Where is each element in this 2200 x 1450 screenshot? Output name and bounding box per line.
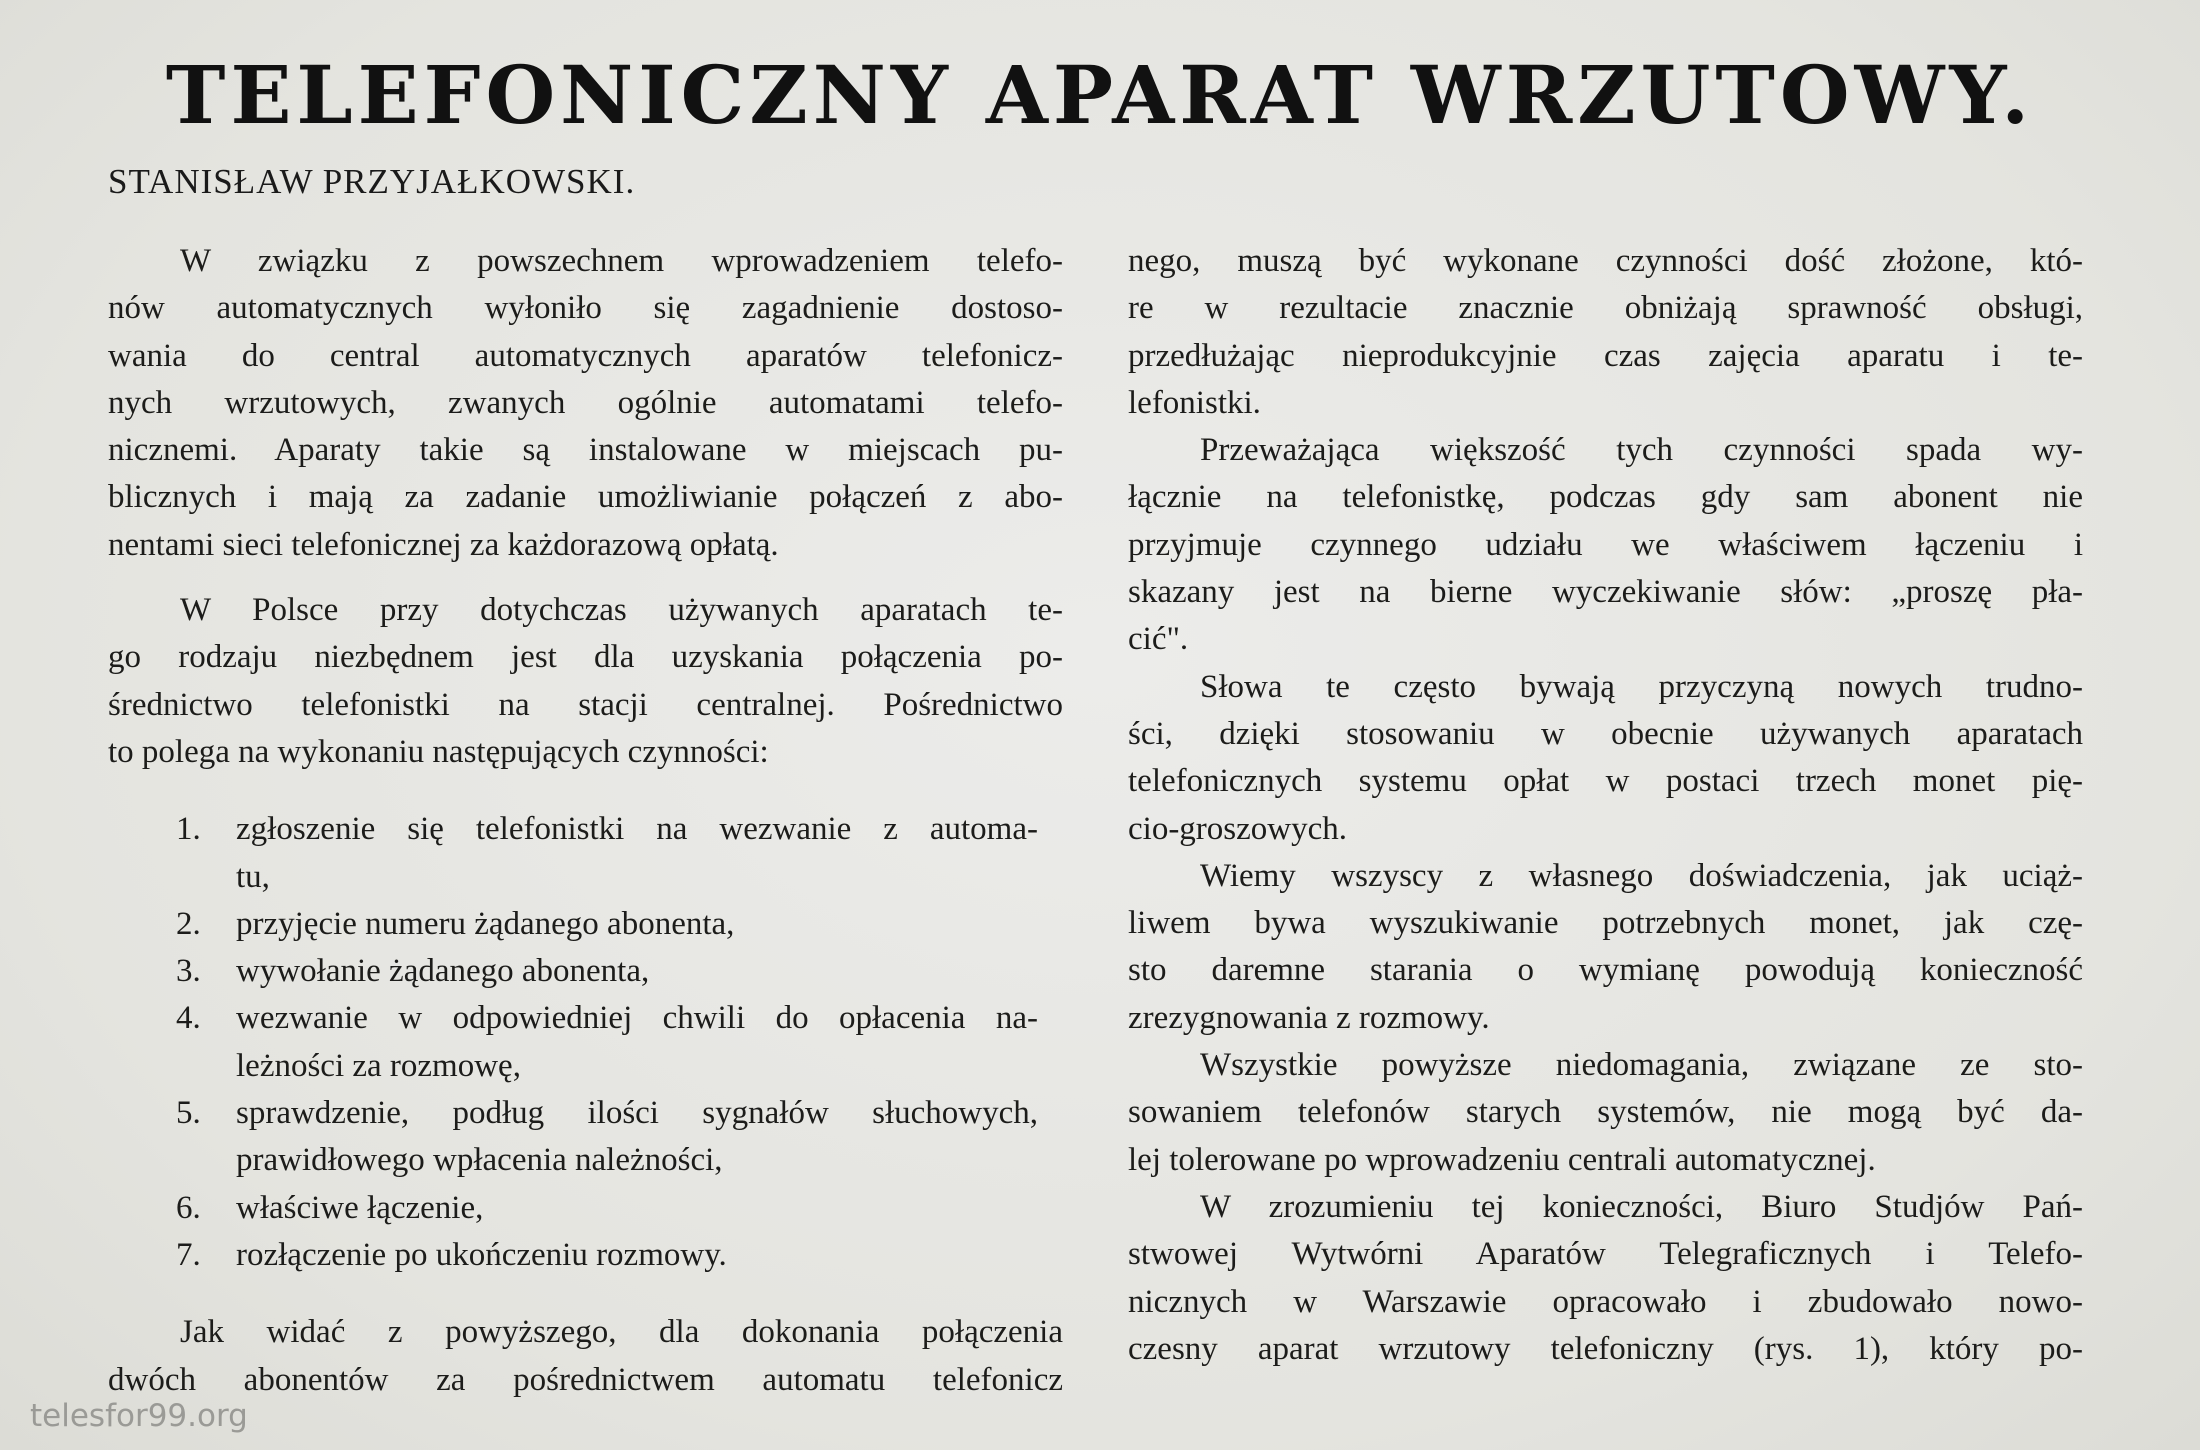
text-line: blicznych i mają za zadanie umożliwianie połączeń z abo- — [108, 479, 1063, 516]
list-text: leżności za rozmowę, — [236, 1047, 521, 1084]
text-line: czesny aparat wrzutowy telefoniczny (rys. 1), który po- — [1128, 1330, 2083, 1367]
text-line: nentami sieci telefonicznej za każdorazową opłatą. — [108, 526, 779, 563]
paragraph — [1128, 1042, 2083, 1184]
numbered-list — [108, 806, 1063, 1279]
text-line: lefonistki. — [1128, 384, 1261, 421]
text-line: ści, dzięki stosowaniu w obecnie używanych aparatach — [1128, 715, 2083, 752]
list-item — [108, 1185, 1063, 1232]
text-line: nego, muszą być wykonane czynności dość złożone, któ- — [1128, 243, 2083, 279]
text-line: Przeważająca większość tych czynności spada wy- — [1200, 432, 2083, 469]
list-number: 4. — [176, 1000, 201, 1037]
text-line: go rodzaju niezbędnem jest dla uzyskania połączenia po- — [108, 639, 1063, 676]
text-line: W związku z powszechnem wprowadzeniem telefo- — [180, 243, 1063, 279]
text-line: cić". — [1128, 621, 1189, 658]
text-line: liwem bywa wyszukiwanie potrzebnych monet, jak czę- — [1128, 905, 2083, 942]
list-item — [108, 948, 1063, 995]
list-text: sprawdzenie, podług ilości sygnałów słuchowych, — [236, 1095, 1038, 1132]
text-line: łącznie na telefonistkę, podczas gdy sam abonent nie — [1128, 479, 2083, 516]
text-line: W Polsce przy dotychczas używanych aparatach te- — [180, 592, 1063, 629]
list-number: 1. — [176, 811, 201, 848]
list-text: właściwe łączenie, — [236, 1189, 484, 1226]
text-line: nicznych w Warszawie opracowało i zbudowało nowo- — [1128, 1283, 2083, 1320]
list-text: rozłączenie po ukończeniu rozmowy. — [236, 1236, 727, 1273]
list-text: zgłoszenie się telefonistki na wezwanie z automa- — [236, 811, 1038, 848]
text-line: Wszystkie powyższe niedomagania, związane ze sto- — [1200, 1047, 2083, 1084]
list-text: tu, — [236, 858, 270, 895]
text-line: nów automatycznych wyłoniło się zagadnienie dostoso- — [108, 290, 1063, 327]
text-line: W zrozumieniu tej konieczności, Biuro Studjów Pań- — [1200, 1188, 2083, 1225]
left-column — [108, 238, 1063, 1404]
text-line: skazany jest na bierne wyczekiwanie słów: „proszę pła- — [1128, 574, 2083, 611]
list-number: 7. — [176, 1236, 201, 1273]
text-line: wania do central automatycznych aparatów telefonicz- — [108, 337, 1063, 374]
text-line: cio-groszowych. — [1128, 810, 1348, 847]
list-item — [108, 1090, 1063, 1137]
paragraph — [1128, 664, 2083, 853]
text-line: telefonicznych systemu opłat w postaci trzech monet pię- — [1128, 763, 2083, 800]
article-title: TELEFONICZNY APARAT WRZUTOWY. — [165, 48, 2035, 142]
text-line: sto daremne starania o wymianę powodują konieczność — [1128, 952, 2083, 989]
watermark-text: telesfor99.org — [30, 1398, 248, 1434]
text-line: nych wrzutowych, zwanych ogólnie automatami telefo- — [108, 384, 1063, 421]
article-author: STANISŁAW PRZYJAŁKOWSKI. — [108, 162, 636, 201]
paragraph — [108, 238, 1063, 569]
text-line: to polega na wykonaniu następujących czynności: — [108, 733, 769, 770]
list-number: 5. — [176, 1095, 201, 1132]
list-item — [108, 806, 1063, 853]
list-item — [108, 1232, 1063, 1279]
list-number: 3. — [176, 953, 201, 990]
text-line: nicznemi. Aparaty takie są instalowane w miejscach pu- — [108, 432, 1063, 469]
text-line: przedłużając nieprodukcyjnie czas zajęcia aparatu i te- — [1128, 337, 2083, 374]
list-number: 2. — [176, 905, 201, 942]
text-line: dwóch abonentów za pośrednictwem automatu telefonicz — [108, 1361, 1063, 1398]
text-line: Jak widać z powyższego, dla dokonania połączenia — [180, 1314, 1063, 1351]
paragraph — [1128, 1184, 2083, 1373]
list-item — [108, 901, 1063, 948]
list-text: wezwanie w odpowiedniej chwili do opłacenia na- — [236, 1000, 1038, 1037]
list-number: 6. — [176, 1189, 201, 1226]
text-line: przyjmuje czynnego udziału we właściwem łączeniu i — [1128, 526, 2083, 563]
text-line: lej tolerowane po wprowadzeniu centrali automatycznej. — [1128, 1141, 1876, 1178]
text-line: zrezygnowania z rozmowy. — [1128, 999, 1490, 1036]
text-line: stwowej Wytwórni Aparatów Telegraficznych i Telefo- — [1128, 1236, 2083, 1273]
paragraph — [1128, 238, 2083, 427]
paragraph — [108, 587, 1063, 776]
paragraph — [1128, 853, 2083, 1042]
text-line: re w rezultacie znacznie obniżają sprawność obsługi, — [1128, 290, 2083, 327]
text-line: sowaniem telefonów starych systemów, nie mogą być da- — [1128, 1094, 2083, 1131]
text-line: Wiemy wszyscy z własnego doświadczenia, jak uciąż- — [1200, 857, 2083, 894]
list-text: przyjęcie numeru żądanego abonenta, — [236, 905, 735, 942]
text-line: Słowa te często bywają przyczyną nowych trudno- — [1200, 668, 2083, 705]
text-line: średnictwo telefonistki na stacji centralnej. Pośrednictwo — [108, 686, 1063, 723]
right-column — [1128, 238, 2083, 1373]
paragraph — [1128, 427, 2083, 663]
list-item — [108, 995, 1063, 1042]
paragraph — [108, 1309, 1063, 1404]
list-text: wywołanie żądanego abonenta, — [236, 953, 650, 990]
list-text: prawidłowego wpłacenia należności, — [236, 1142, 723, 1179]
